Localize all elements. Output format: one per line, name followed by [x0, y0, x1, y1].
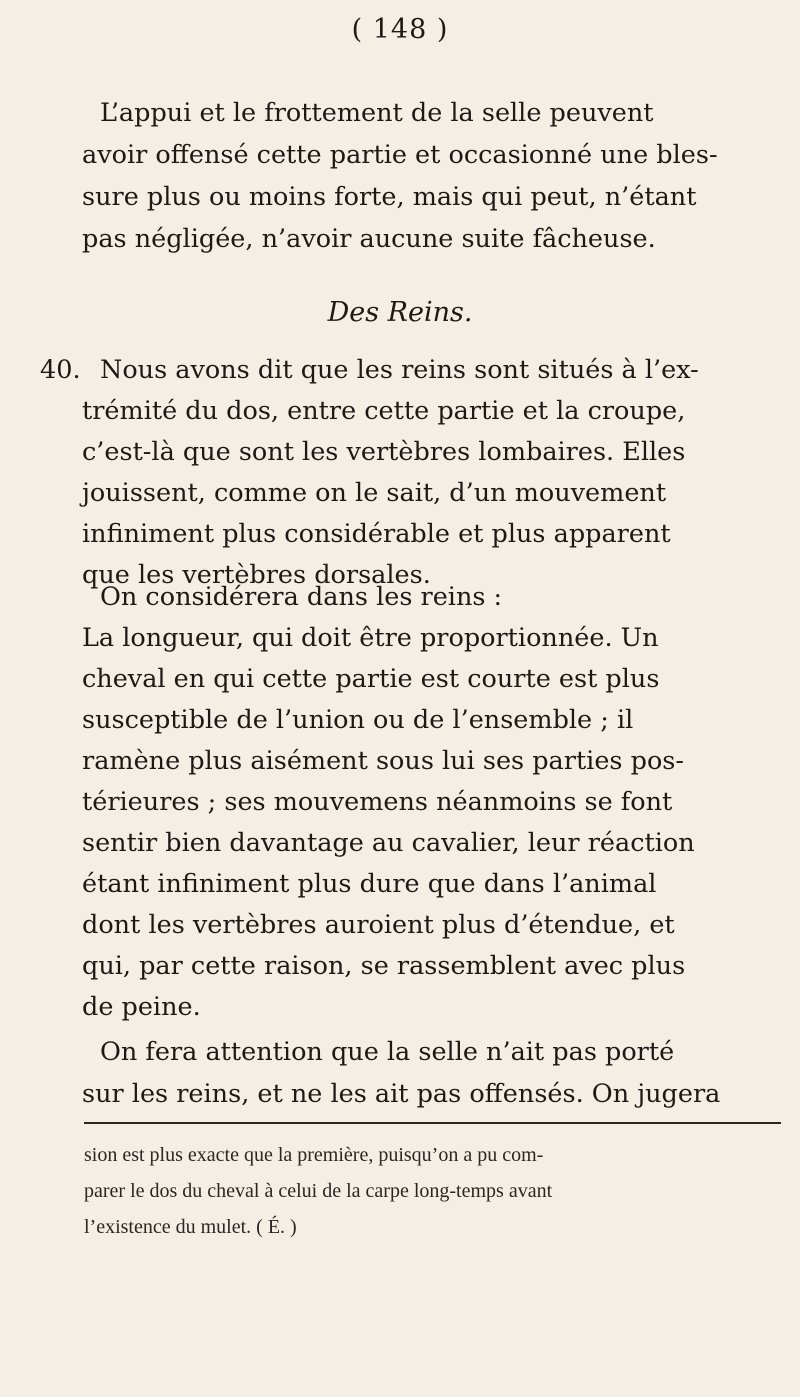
body-line: Nous avons dit que les reins sont situés à l’ex- [100, 355, 699, 385]
body-line: sure plus ou moins forte, mais qui peut, n’étant [82, 182, 697, 212]
section-number: 40. [40, 355, 81, 385]
body-line: pas négligée, n’avoir aucune suite fâcheuse. [82, 224, 656, 254]
body-line: térieures ; ses mouvemens néanmoins se font [82, 787, 673, 817]
body-line: cheval en qui cette partie est courte est plus [82, 664, 660, 694]
body-line: de peine. [82, 992, 201, 1022]
body-line: sentir bien davantage au cavalier, leur réaction [82, 828, 695, 858]
body-line: trémité du dos, entre cette partie et la croupe, [82, 396, 686, 426]
body-line: qui, par cette raison, se rassemblent avec plus [82, 951, 686, 981]
body-line: sur les reins, et ne les ait pas offensés. On jugera [82, 1079, 721, 1109]
footnote-rule [84, 1122, 781, 1124]
body-line: On fera attention que la selle n’ait pas porté [100, 1037, 675, 1067]
footnote-line: sion est plus exacte que la première, puisqu’on a pu com- [84, 1144, 544, 1166]
body-line: c’est-là que sont les vertèbres lombaires. Elles [82, 437, 686, 467]
footnote-line: parer le dos du cheval à celui de la carpe long-temps avant [84, 1180, 553, 1202]
footnote-line: l’existence du mulet. ( É. ) [84, 1216, 297, 1238]
body-line: ramène plus aisément sous lui ses parties pos- [82, 746, 685, 776]
body-line: avoir offensé cette partie et occasionné une bles- [82, 140, 718, 170]
page-number: ( 148 ) [351, 14, 449, 45]
body-line: dont les vertèbres auroient plus d’étendue, et [82, 910, 675, 940]
body-line: étant infiniment plus dure que dans l’animal [82, 869, 657, 899]
body-line: On considérera dans les reins : [100, 582, 503, 612]
body-line: que les vertèbres dorsales. [82, 560, 431, 590]
section-heading: Des Reins. [327, 297, 473, 328]
body-line: susceptible de l’union ou de l’ensemble ; il [82, 705, 634, 735]
body-line: La longueur, qui doit être proportionnée. Un [82, 623, 659, 653]
body-line: jouissent, comme on le sait, d’un mouvement [82, 478, 667, 508]
body-line: infiniment plus considérable et plus apparent [82, 519, 671, 549]
body-line: L’appui et le frottement de la selle peuvent [100, 98, 654, 128]
